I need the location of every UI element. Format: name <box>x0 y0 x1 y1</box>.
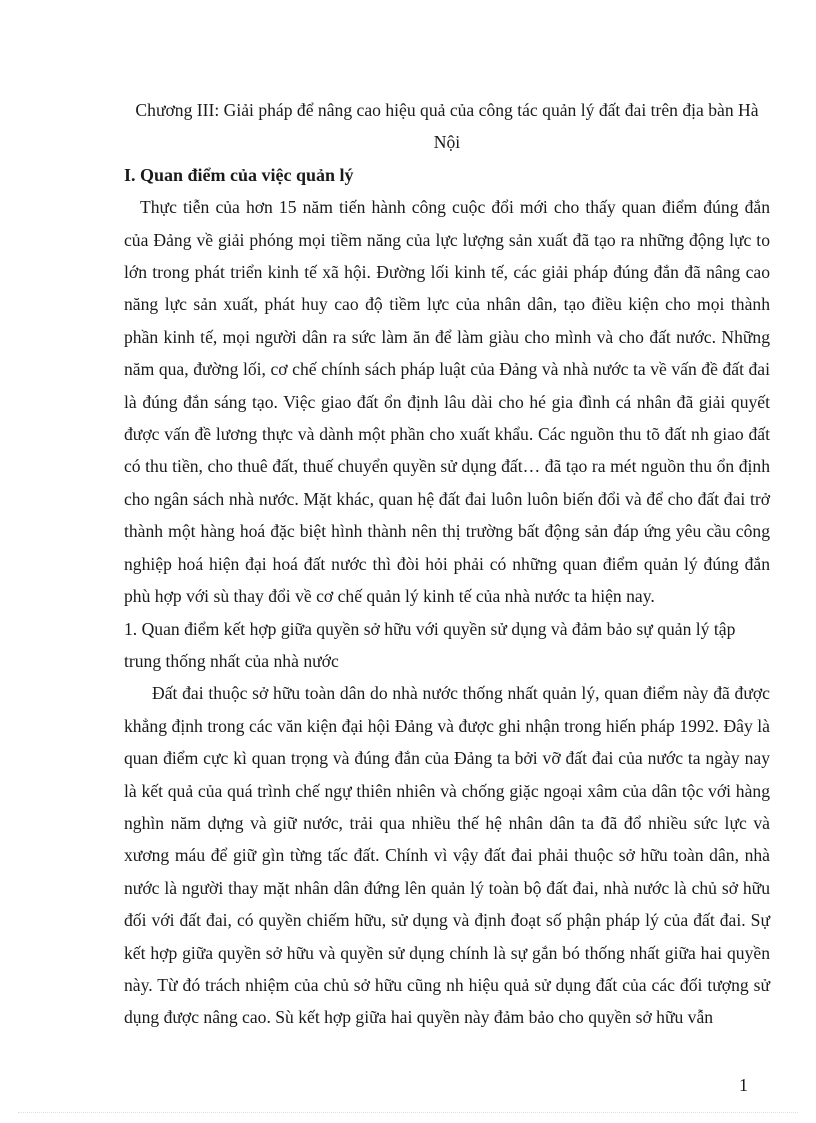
subheading-viewpoint-1: 1. Quan điểm kết hợp giữa quyền sở hữu với quyền sử dụng và đảm bảo sự quản lý tập trung thống nhất của nhà nước <box>124 618 736 671</box>
page-content <box>124 94 770 1034</box>
section-heading: I. Quan điểm của việc quản lý <box>124 164 354 185</box>
chapter-title: Chương III: Giải pháp để nâng cao hiệu quả của công tác quản lý đất đai trên địa bàn Hà Nội <box>135 100 759 153</box>
paragraph-ownership: Đất đai thuộc sở hữu toàn dân do nhà nước thống nhất quản lý, quan điểm này đã được khẳng định trong các văn kiện đại hội Đảng và được ghi nhận trong hiến pháp 1992. Đây là quan điểm cực kì quan trọng và đúng đắn của Đảng ta bởi vỡ đất đai của nước ta ngày nay là kết quả của quá trình chế ngự thiên nhiên và chống giặc ngoại xâm của dân tộc với hàng nghìn năm dựng và giữ nước, trải qua nhiều thế hệ nhân dân ta đã đổ nhiều sức lực và xương máu để giữ gìn từng tấc đất. Chính vì vậy đất đai phải thuộc sở hữu toàn dân, nhà nước là người thay mặt nhân dân đứng lên quản lý toàn bộ đất đai, nhà nước là chủ sở hữu đối với đất đai, có quyền chiếm hữu, sử dụng và định đoạt số phận pháp lý của đất đai. Sự kết hợp giữa quyền sở hữu và quyền sử dụng chính là sự gắn bó thống nhất giữa hai quyền này. Từ đó trách nhiệm của chủ sở hữu cũng nh hiệu quả sử dụng đất của các đối tượng sử dụng được nâng cao. Sù kết hợp giữa hai quyền này đảm bảo cho quyền sở hữu vẫn <box>124 683 770 1028</box>
footer-divider <box>18 1112 798 1113</box>
paragraph-intro: Thực tiễn của hơn 15 năm tiến hành công cuộc đổi mới cho thấy quan điểm đúng đắn của Đảng về giải phóng mọi tiềm năng của lực lượng sản xuất đã tạo ra những động lực to lớn trong phát triển kinh tế xã hội. Đường lối kinh tế, các giải pháp đúng đắn đã nâng cao năng lực sản xuất, phát huy cao độ tiềm lực của nhân dân, tạo điều kiện cho mọi thành phần kinh tế, mọi người dân ra sức làm ăn để làm giàu cho mình và cho đất nước. Những năm qua, đường lối, cơ chế chính sách pháp luật của Đảng và nhà nước ta về vấn đề đất đai là đúng đắn sáng tạo. Việc giao đất ổn định lâu dài cho hé gia đình cá nhân đã giải quyết được vấn đề lương thực và dành một phần cho xuất khẩu. Các nguồn thu tõ đất nh giao đất có thu tiền, cho thuê đất, thuế chuyển quyền sử dụng đất… đã tạo ra mét nguồn thu ổn định cho ngân sách nhà nước. Mặt khác, quan hệ đất đai luôn luôn biến đổi và để cho đất đai trở thành một hàng hoá đặc biệt hình thành nên thị trường bất động sản đáp ứng yêu cầu công nghiệp hoá hiện đại hoá đất nước thì đòi hỏi phải có những quan điểm quản lý đúng đắn phù hợp với sù thay đổi về cơ chế quản lý kinh tế của nhà nước ta hiện nay. <box>124 197 770 607</box>
page-number: 1 <box>739 1075 748 1095</box>
